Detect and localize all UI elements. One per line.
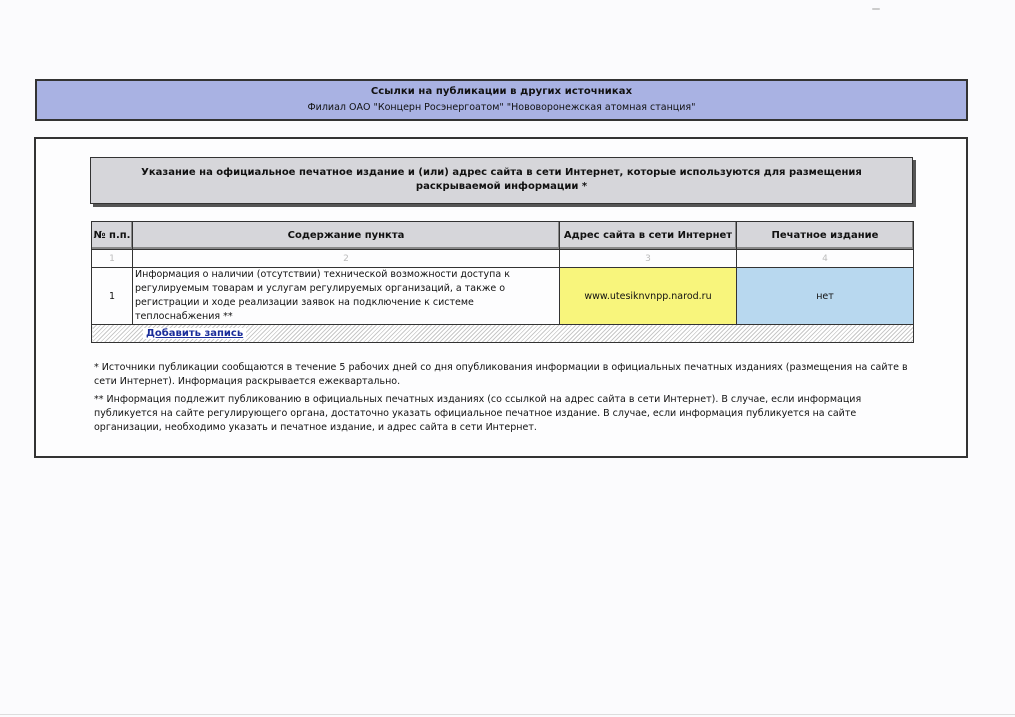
column-header-print: Печатное издание: [737, 222, 914, 250]
table-header-row: [92, 222, 914, 250]
report-subtitle: Филиал ОАО "Концерн Росэнергоатом" "Нововоронежская атомная станция": [307, 102, 696, 113]
scan-mark: [872, 8, 880, 10]
footnotes: [94, 361, 914, 439]
column-number: 4: [737, 250, 914, 268]
row-site-address[interactable]: www.utesiknvnpp.narod.ru: [560, 268, 737, 325]
main-panel: [34, 137, 968, 458]
footnote: ** Информация подлежит публикованию в официальных печатных изданиях (со ссылкой на адрес сайта в сети Интернет). В случае, если информация публикуется на сайте регулирующего органа, достаточно указать официальное печатное издание. В случае, если информация публикуется на сайте организации, необходимо указать и печатное издание, и адрес сайта в сети Интернет.: [94, 394, 862, 433]
column-number: 2: [133, 250, 560, 268]
add-record-row: [92, 325, 914, 343]
column-header-site: Адрес сайта в сети Интернет: [560, 222, 737, 250]
table-row: [92, 268, 914, 325]
column-numbers-row: [92, 250, 914, 268]
row-print-edition[interactable]: нет: [737, 268, 914, 325]
column-number: 1: [92, 250, 133, 268]
row-content: Информация о наличии (отсутствии) технической возможности доступа к регулируемым товарам и услугам регулируемых организаций, а также о регистрации и ходе реализации заявок на подключение к системе теплоснабжения **: [133, 268, 560, 325]
page-edge: [0, 714, 1015, 715]
report-header: [35, 79, 968, 121]
footnote: * Источники публикации сообщаются в течение 5 рабочих дней со дня опубликования информации в официальных печатных изданиях (размещения на сайте в сети Интернет). Информация раскрывается ежеквартально.: [94, 362, 908, 387]
add-record-cell: [92, 325, 914, 343]
sources-table: [91, 221, 914, 343]
report-title: Ссылки на публикации в других источниках: [370, 86, 633, 97]
row-number: 1: [92, 268, 133, 325]
column-header-number: № п.п.: [92, 222, 133, 250]
column-number: 3: [560, 250, 737, 268]
add-record-link[interactable]: Добавить запись: [143, 328, 246, 339]
column-header-content: Содержание пункта: [133, 222, 560, 250]
section-caption: Указание на официальное печатное издание и (или) адрес сайта в сети Интернет, которые используются для размещения раскрываемой информации *: [90, 157, 913, 204]
